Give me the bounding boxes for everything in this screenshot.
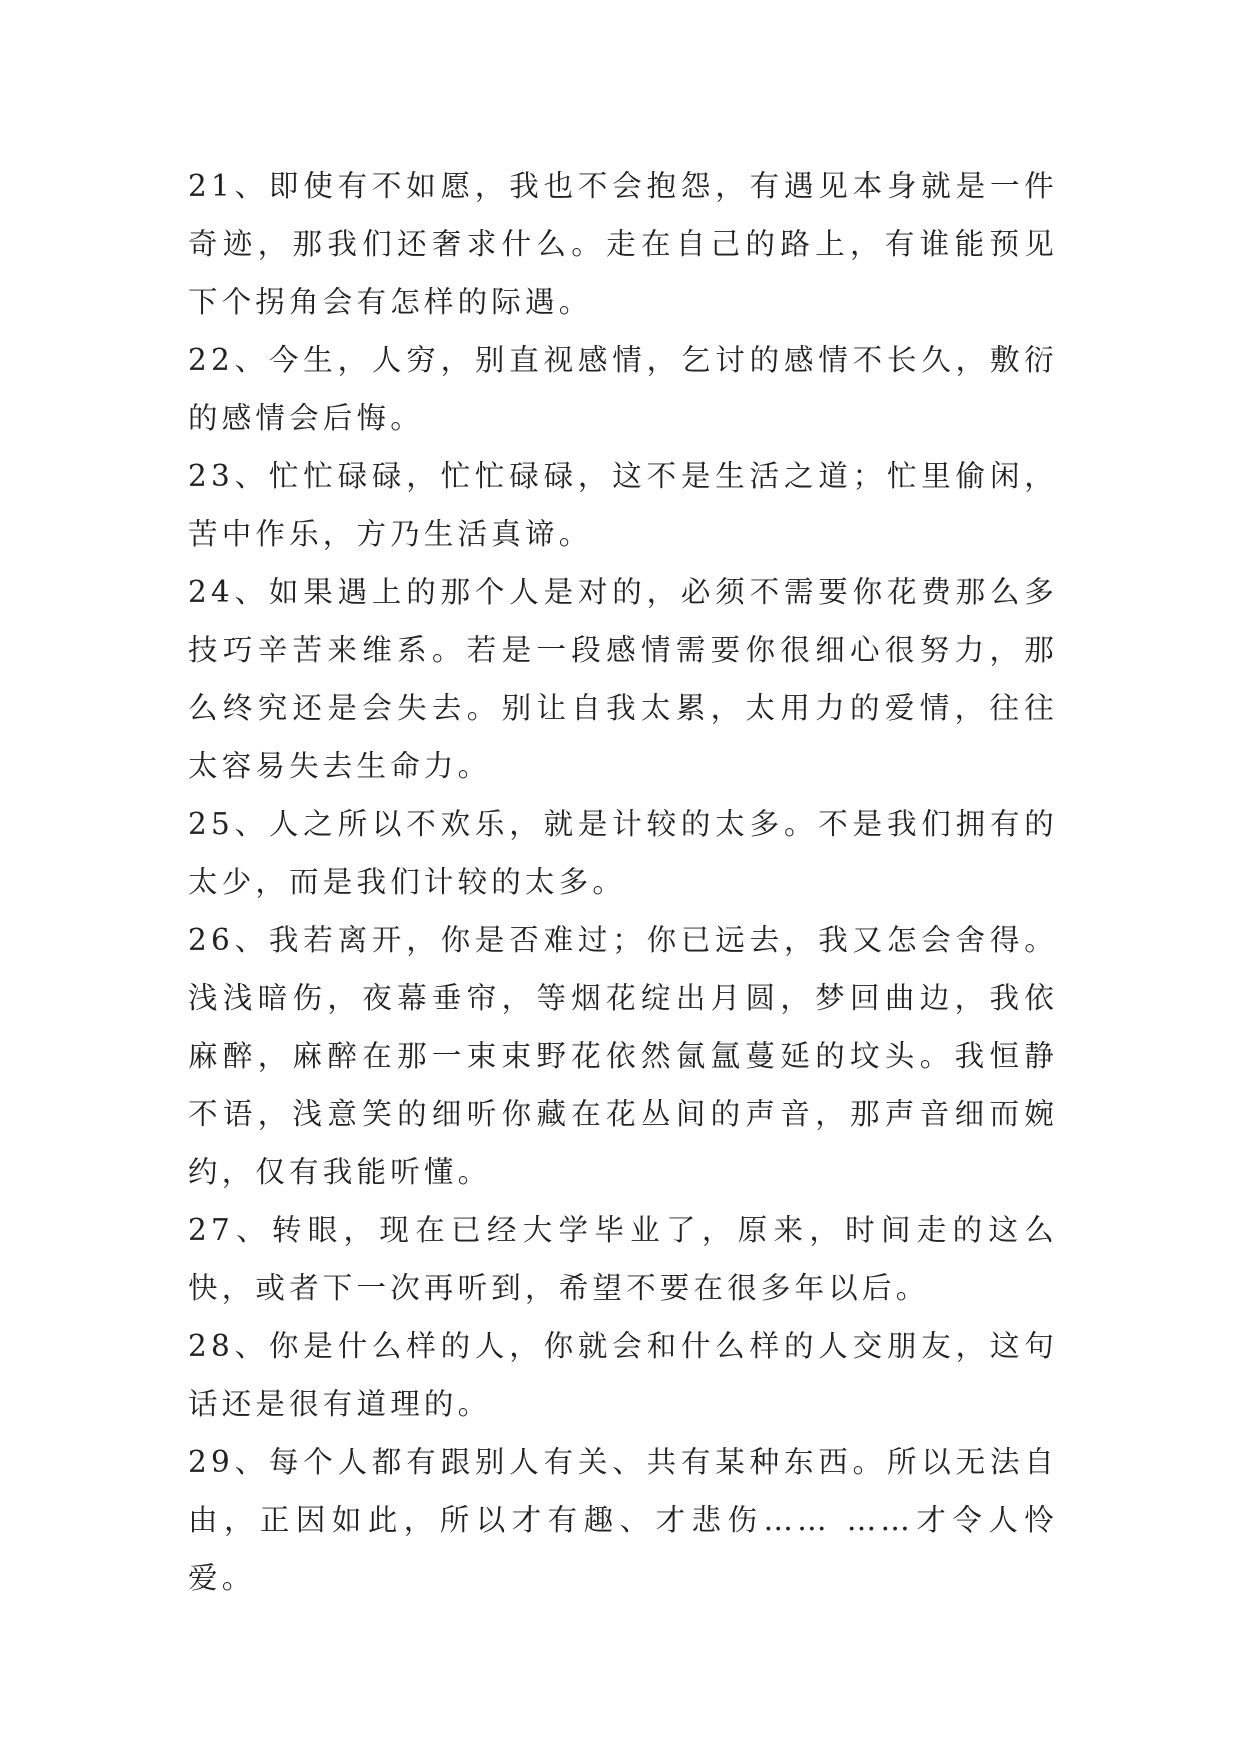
paragraph-21: 21、即使有不如愿，我也不会抱怨，有遇见本身就是一件奇迹，那我们还奢求什么。走在自己的路上，有谁能预见下个拐角会有怎样的际遇。 [188, 169, 1058, 319]
paragraph-23: 23、忙忙碌碌，忙忙碌碌，这不是生活之道；忙里偷闲，苦中作乐，方乃生活真谛。 [188, 459, 1058, 551]
document-body [188, 157, 1058, 1607]
paragraph-25: 25、人之所以不欢乐，就是计较的太多。不是我们拥有的太少，而是我们计较的太多。 [188, 807, 1058, 899]
paragraph-28: 28、你是什么样的人，你就会和什么样的人交朋友，这句话还是很有道理的。 [188, 1329, 1058, 1421]
paragraph-26: 26、我若离开，你是否难过；你已远去，我又怎会舍得。浅浅暗伤，夜幕垂帘，等烟花绽出月圆，梦回曲边，我依麻醉，麻醉在那一束束野花依然氤氲蔓延的坟头。我恒静不语，浅意笑的细听你藏在花丛间的声音，那声音细而婉约，仅有我能听懂。 [188, 923, 1058, 1189]
paragraph-29: 29、每个人都有跟别人有关、共有某种东西。所以无法自由，正因如此，所以才有趣、才悲伤…… ……才令人怜爱。 [188, 1445, 1058, 1595]
paragraph-24: 24、如果遇上的那个人是对的，必须不需要你花费那么多技巧辛苦来维系。若是一段感情需要你很细心很努力，那么终究还是会失去。别让自我太累，太用力的爱情，往往太容易失去生命力。 [188, 575, 1058, 783]
paragraph-22: 22、今生，人穷，别直视感情，乞讨的感情不长久，敷衍的感情会后悔。 [188, 343, 1058, 435]
paragraph-27: 27、转眼，现在已经大学毕业了，原来，时间走的这么快，或者下一次再听到，希望不要在很多年以后。 [188, 1213, 1058, 1305]
